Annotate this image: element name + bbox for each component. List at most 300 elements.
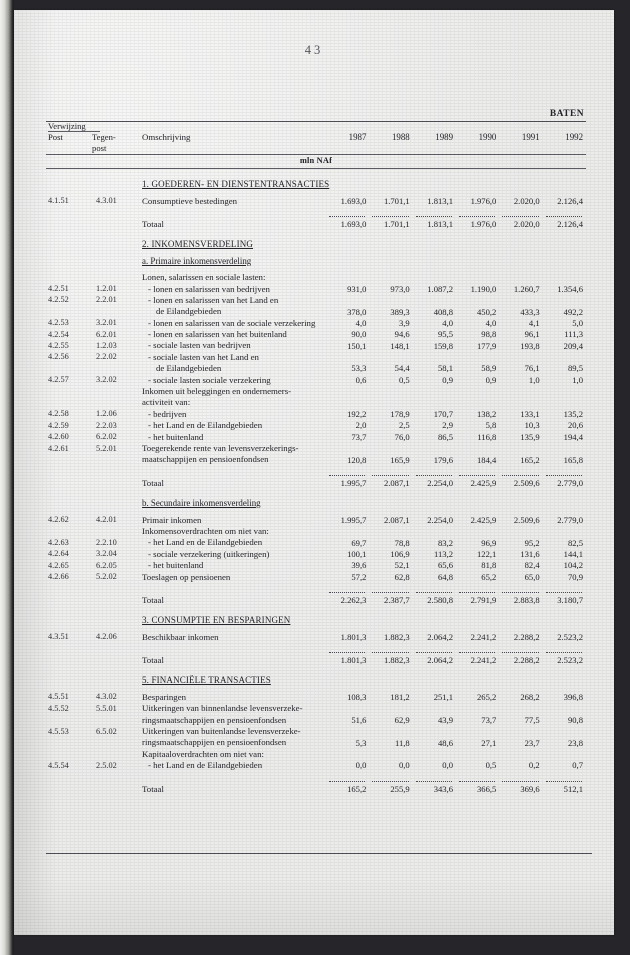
row-label: - het Land en de Eilandgebieden — [148, 420, 263, 431]
units-label: mln NAf — [299, 156, 333, 166]
value-cell-1992: 2.126,4 — [557, 195, 583, 206]
dashed-rule — [413, 646, 456, 653]
value-cell-1990: 116,8 — [477, 431, 497, 442]
value-cell-1992: 2.779,0 — [557, 514, 583, 525]
sep-pad — [90, 646, 138, 653]
row-label: - bedrijven — [148, 408, 187, 419]
sep-pad — [138, 469, 326, 476]
value-cell-1987 — [326, 702, 369, 713]
total-label: Totaal — [142, 594, 164, 605]
tegenpost-cell — [90, 497, 138, 508]
row-label: - het Land en de Eilandgebieden — [148, 760, 263, 771]
value-cell-1988 — [369, 271, 412, 282]
sep-pad — [138, 210, 326, 217]
dashed-rule — [413, 469, 456, 476]
total-row — [46, 217, 586, 228]
sep-pad — [90, 469, 138, 476]
value-cell-1990 — [456, 384, 499, 395]
value-cell-1992: 2.523,2 — [557, 631, 583, 642]
table-row — [46, 513, 586, 524]
value-cell-1991: 2.288,2 — [513, 631, 540, 642]
dashed-rule — [369, 775, 412, 782]
value-cell-1991: 65,0 — [524, 571, 540, 582]
section-heading-row — [46, 238, 586, 249]
value-cell-1992 — [543, 271, 586, 282]
sep-pad — [46, 586, 90, 593]
row-label: Kapitaaloverdrachten om niet van: — [142, 748, 264, 759]
post-code: 4.2.60 — [48, 432, 69, 442]
value-cell-1987 — [326, 293, 369, 304]
total-value-1992: 2.779,0 — [557, 477, 583, 488]
value-cell-1988: 165,9 — [390, 454, 410, 465]
value-cell-1990: 2.241,2 — [470, 631, 497, 642]
total-value-1989: 2.064,2 — [427, 655, 454, 666]
section-title-3: 3. CONSUMPTIE EN BESPARINGEN — [142, 615, 291, 626]
value-cell-1992: 144,1 — [563, 548, 583, 559]
value-cell-1988 — [369, 384, 412, 395]
dashed-rule — [499, 586, 542, 593]
tegenpost-code — [90, 396, 138, 407]
value-cell-1991: 95,2 — [524, 537, 540, 548]
document-page — [14, 10, 614, 935]
value-cell-1987: 57,2 — [351, 571, 367, 582]
value-cell-1988: 389,3 — [390, 306, 410, 317]
sep-pad — [46, 469, 90, 476]
table-row — [46, 407, 586, 418]
value-cell-1992 — [543, 441, 586, 452]
value-cell-1988: 2.087,1 — [383, 514, 410, 525]
value-cell-1990: 138,2 — [477, 409, 497, 420]
total-value-1988: 255,9 — [390, 783, 410, 794]
value-cell-1987: 51,6 — [351, 714, 367, 725]
post-cell — [46, 238, 90, 249]
dashed-rule — [543, 646, 586, 653]
header-row-verwijzing — [46, 122, 586, 133]
value-cell-1988: 178,9 — [390, 409, 410, 420]
value-cell-1989: 2.064,2 — [427, 631, 454, 642]
value-cell-1992: 90,8 — [567, 714, 583, 725]
value-cell-1991: 268,2 — [520, 692, 540, 703]
table-row — [46, 396, 586, 407]
table-bottom-rule — [46, 853, 592, 854]
section-title-2: 2. INKOMENSVERDELING — [142, 239, 254, 250]
post-code: 4.2.65 — [48, 560, 69, 570]
row-label: Uitkeringen van buitenlandse levensverzeke- — [142, 726, 301, 737]
row-label: - lonen en salarissen van het buitenland — [148, 329, 287, 340]
value-cell-1992: 0,7 — [572, 760, 583, 771]
table-row — [46, 441, 586, 452]
header-year-1987: 1987 — [348, 131, 367, 142]
value-cell-1988: 148,1 — [390, 340, 410, 351]
value-cell-1989 — [413, 441, 456, 452]
value-cell-1987: 53,3 — [351, 363, 367, 374]
total-value-1991: 2.288,2 — [513, 655, 540, 666]
dashed-rule — [326, 586, 369, 593]
tegenpost-code: 4.2.06 — [96, 632, 117, 642]
row-label: Primair inkomen — [142, 514, 202, 525]
row-label: - lonen en salarissen van bedrijven — [148, 283, 270, 294]
spacer-cell — [46, 665, 586, 674]
tegenpost-code: 5.2.02 — [96, 572, 117, 582]
value-cell-1988 — [369, 524, 412, 535]
row-label: Toeslagen op pensioenen — [142, 571, 231, 582]
table-row — [46, 759, 586, 770]
dashed-rule — [499, 469, 542, 476]
post-code — [46, 653, 90, 664]
value-cell-1988: 106,9 — [390, 548, 410, 559]
tegenpost-code — [90, 593, 138, 604]
value-cell-1991: 131,6 — [520, 548, 540, 559]
total-value-1988: 2.087,1 — [383, 477, 410, 488]
table-spacer — [46, 229, 586, 238]
value-cell-1990: 4,0 — [485, 317, 497, 328]
dashed-rule — [456, 586, 499, 593]
row-label: - het buitenland — [148, 560, 204, 571]
header-tegenpost-line1: Tegen- — [92, 132, 116, 142]
value-cell-1989: 179,6 — [433, 454, 454, 465]
value-cell-1991: 2.509,6 — [513, 514, 540, 525]
tegenpost-code: 6.2.05 — [96, 560, 117, 570]
value-cell-1992: 165,8 — [563, 454, 583, 465]
table-row — [46, 373, 586, 384]
total-row — [46, 476, 586, 487]
value-cell-1990: 58,9 — [481, 363, 497, 374]
total-value-1992: 512,1 — [563, 783, 583, 794]
value-cell-1987: 4,0 — [355, 317, 367, 328]
tegenpost-cell — [90, 238, 138, 249]
value-cell-1987 — [326, 747, 369, 758]
post-code: 4.2.56 — [48, 352, 69, 362]
table-row — [46, 736, 586, 747]
total-value-1989: 2.254,0 — [427, 477, 454, 488]
value-cell-1992: 492,2 — [563, 306, 583, 317]
value-cell-1989: 2.254,0 — [427, 514, 454, 525]
tegenpost-code: 2.2.02 — [96, 352, 117, 362]
value-cell-1992: 1,0 — [572, 374, 583, 385]
value-cell-1987: 108,3 — [347, 692, 367, 703]
table-spacer — [46, 488, 586, 497]
section-heading-row — [46, 674, 586, 685]
sep-pad — [46, 210, 90, 217]
value-cell-1990: 5,8 — [485, 420, 497, 431]
row-label: - het buitenland — [148, 431, 204, 442]
value-cell-1989 — [413, 524, 456, 535]
value-cell-1989 — [413, 724, 456, 735]
dashed-rule — [369, 469, 412, 476]
value-cell-1989: 0,9 — [442, 374, 454, 385]
value-cell-1991: 193,8 — [520, 340, 540, 351]
section-heading-row — [46, 178, 586, 189]
value-cell-1991 — [499, 271, 542, 282]
table-row — [46, 559, 586, 570]
value-cell-1990: 81,8 — [481, 560, 497, 571]
value-cell-1989 — [413, 396, 456, 407]
total-value-1988: 1.882,3 — [383, 655, 410, 666]
value-cell-1989: 159,8 — [433, 340, 454, 351]
value-cell-1991 — [499, 384, 542, 395]
table-spacer — [46, 665, 586, 674]
value-cell-1990: 2.425,9 — [470, 514, 497, 525]
value-cell-1988 — [369, 350, 412, 361]
table-row — [46, 536, 586, 547]
value-cell-1991: 76,1 — [524, 363, 540, 374]
value-cell-1992: 194,4 — [563, 431, 583, 442]
total-row — [46, 782, 586, 793]
value-cell-1988: 1.882,3 — [383, 631, 410, 642]
total-value-1989: 1.813,1 — [427, 219, 454, 230]
value-cell-1989: 0,0 — [442, 760, 454, 771]
sep-pad — [138, 586, 326, 593]
value-cell-1991: 1,0 — [528, 374, 540, 385]
value-cell-1990: 98,8 — [481, 329, 497, 340]
dashed-rule — [326, 646, 369, 653]
header-verwijzing: Verwijzing — [46, 122, 138, 133]
value-cell-1989: 2,9 — [442, 420, 454, 431]
value-cell-1992: 209,4 — [563, 340, 583, 351]
value-cell-1989: 4,0 — [442, 317, 454, 328]
value-cell-1992: 1.354,6 — [557, 283, 583, 294]
post-code — [46, 736, 90, 747]
total-label: Totaal — [142, 655, 164, 666]
value-cell-1987: 378,0 — [347, 306, 367, 317]
value-cell-1990: 27,1 — [481, 737, 497, 748]
value-cell-1988: 2,5 — [398, 420, 410, 431]
value-cell-1990: 0,9 — [485, 374, 497, 385]
tegenpost-code — [90, 782, 138, 793]
dashed-rule — [456, 469, 499, 476]
total-value-1989: 343,6 — [433, 783, 454, 794]
value-cell-1987: 90,0 — [351, 329, 367, 340]
tegenpost-code: 1.2.03 — [96, 340, 117, 350]
sep-pad — [90, 210, 138, 217]
value-cell-1989: 408,8 — [433, 306, 454, 317]
value-cell-1987: 1.801,3 — [340, 631, 367, 642]
section-title-2-1: a. Primaire inkomensverdeling — [142, 255, 252, 266]
total-separator-row — [46, 469, 586, 476]
row-label: Inkomensoverdrachten om niet van: — [142, 525, 269, 536]
value-cell-1989: 64,8 — [437, 571, 454, 582]
row-label: de Eilandgebieden — [156, 306, 222, 317]
table-header — [46, 122, 586, 154]
tegenpost-code — [90, 384, 138, 395]
value-cell-1990 — [456, 524, 499, 535]
tegenpost-code: 6.2.02 — [96, 432, 117, 442]
total-value-1992: 2.523,2 — [557, 655, 583, 666]
row-label: - sociale lasten van het Land en — [148, 351, 259, 362]
post-code: 4.2.63 — [48, 537, 69, 547]
tegenpost-cell — [90, 674, 138, 685]
value-cell-1990 — [456, 396, 499, 407]
value-cell-1990: 265,2 — [477, 692, 497, 703]
value-cell-1991 — [499, 702, 542, 713]
section-heading-row — [46, 497, 586, 508]
header-post: Post — [48, 132, 63, 142]
value-cell-1987 — [326, 396, 369, 407]
post-cell — [46, 178, 90, 189]
value-cell-1988: 0,5 — [398, 374, 410, 385]
value-cell-1989: 1.087,2 — [427, 283, 454, 294]
total-label: Totaal — [142, 477, 164, 488]
value-cell-1989: 65,6 — [437, 560, 454, 571]
sep-pad — [46, 775, 90, 782]
value-cell-1990: 122,1 — [477, 548, 497, 559]
dashed-rule — [543, 210, 586, 217]
value-cell-1987: 120,8 — [347, 454, 367, 465]
value-cell-1987: 5,3 — [355, 737, 367, 748]
total-label: Totaal — [142, 218, 164, 229]
value-cell-1991 — [499, 747, 542, 758]
total-value-1991: 2.883,8 — [513, 595, 540, 606]
value-cell-1991: 433,3 — [520, 306, 540, 317]
value-cell-1989 — [413, 384, 456, 395]
value-cell-1990 — [456, 702, 499, 713]
value-cell-1992: 111,3 — [564, 329, 583, 340]
value-cell-1988: 52,1 — [394, 560, 410, 571]
table-row — [46, 524, 586, 535]
value-cell-1990 — [456, 441, 499, 452]
row-label: - lonen en salarissen van het Land en — [148, 294, 279, 305]
value-cell-1991: 0,2 — [528, 760, 540, 771]
post-code — [46, 305, 90, 316]
table-row — [46, 316, 586, 327]
tegenpost-code — [90, 747, 138, 758]
value-cell-1987 — [326, 384, 369, 395]
tegenpost-code — [90, 713, 138, 724]
value-cell-1991 — [499, 350, 542, 361]
sep-pad — [90, 775, 138, 782]
table-row — [46, 271, 586, 282]
header-year-1988: 1988 — [391, 131, 410, 142]
tegenpost-code — [90, 217, 138, 228]
post-code: 4.2.53 — [48, 318, 69, 328]
value-cell-1992 — [543, 350, 586, 361]
section-heading-row — [46, 254, 586, 265]
post-code: 4.2.55 — [48, 340, 69, 350]
section-heading-row — [46, 614, 586, 625]
value-cell-1987: 73,7 — [351, 431, 367, 442]
post-code — [46, 396, 90, 407]
total-label: Totaal — [142, 783, 164, 794]
spacer-cell — [46, 605, 586, 614]
table-row — [46, 547, 586, 558]
tegenpost-code: 3.2.04 — [96, 549, 117, 559]
table-row — [46, 724, 586, 735]
value-cell-1987: 0,6 — [355, 374, 367, 385]
tegenpost-code: 5.5.01 — [96, 703, 117, 713]
value-cell-1990 — [456, 293, 499, 304]
dashed-rule — [456, 646, 499, 653]
row-label: maatschappijen en pensioenfondsen — [142, 454, 269, 465]
post-cell — [46, 614, 90, 625]
total-value-1991: 2.020,0 — [513, 219, 540, 230]
post-code: 4.2.64 — [48, 549, 69, 559]
value-cell-1987: 2,0 — [355, 420, 367, 431]
spacer-cell — [46, 229, 586, 238]
post-code: 4.2.54 — [48, 329, 69, 339]
post-code: 4.5.54 — [48, 760, 69, 770]
value-cell-1988: 78,8 — [394, 537, 410, 548]
total-value-1991: 369,6 — [520, 783, 540, 794]
post-code: 4.1.51 — [48, 196, 69, 206]
value-cell-1988: 181,2 — [390, 692, 410, 703]
dashed-rule — [369, 586, 412, 593]
table-row — [46, 194, 586, 205]
header-omschrijving: Omschrijving — [142, 131, 191, 142]
total-row — [46, 593, 586, 604]
value-cell-1990: 450,2 — [477, 306, 497, 317]
dashed-rule — [543, 469, 586, 476]
post-code: 4.5.53 — [48, 726, 69, 736]
value-cell-1992: 23,8 — [567, 737, 583, 748]
value-cell-1987: 931,0 — [347, 283, 367, 294]
value-cell-1992: 104,2 — [563, 560, 583, 571]
value-cell-1991: 135,9 — [520, 431, 540, 442]
statistics-table-block — [46, 110, 586, 793]
tegenpost-code: 3.2.02 — [96, 375, 117, 385]
table-spacer — [46, 605, 586, 614]
value-cell-1992: 135,2 — [563, 409, 583, 420]
value-cell-1987: 0,0 — [355, 760, 367, 771]
table-row — [46, 713, 586, 724]
value-cell-1987 — [326, 271, 369, 282]
value-cell-1989 — [413, 747, 456, 758]
header-year-1992: 1992 — [565, 131, 583, 142]
post-code — [46, 713, 90, 724]
total-value-1990: 2.425,9 — [470, 477, 497, 488]
value-cell-1989: 95,5 — [437, 329, 454, 340]
post-code: 4.2.58 — [48, 409, 69, 419]
tegenpost-code: 2.2.10 — [96, 537, 117, 547]
table-row — [46, 362, 586, 373]
value-cell-1991 — [499, 724, 542, 735]
value-cell-1988 — [369, 724, 412, 735]
dashed-rule — [413, 775, 456, 782]
tegenpost-cell — [90, 614, 138, 625]
tegenpost-code: 3.2.01 — [96, 318, 117, 328]
post-cell — [46, 254, 90, 265]
table-row — [46, 328, 586, 339]
sep-pad — [46, 646, 90, 653]
total-value-1987: 2.262,3 — [340, 595, 367, 606]
dashed-rule — [369, 646, 412, 653]
value-cell-1991: 2.020,0 — [513, 195, 540, 206]
tegenpost-code: 6.5.02 — [96, 726, 117, 736]
section-title-4: 5. FINANCIËLE TRANSACTIES — [142, 675, 271, 686]
total-value-1988: 2.387,7 — [383, 595, 410, 606]
post-code: 4.5.52 — [48, 703, 69, 713]
sep-pad — [90, 586, 138, 593]
table-row — [46, 305, 586, 316]
post-code: 4.2.57 — [48, 375, 69, 385]
post-code: 4.2.59 — [48, 420, 69, 430]
value-cell-1991 — [499, 396, 542, 407]
table-corner-label: BATEN — [549, 109, 584, 119]
dashed-rule — [413, 210, 456, 217]
table-row — [46, 419, 586, 430]
total-separator-row — [46, 646, 586, 653]
tegenpost-code: 2.5.02 — [96, 760, 117, 770]
post-code — [46, 747, 90, 758]
table-row — [46, 384, 586, 395]
value-cell-1988 — [369, 293, 412, 304]
value-cell-1988: 3,9 — [398, 317, 410, 328]
value-cell-1989: 83,2 — [437, 537, 454, 548]
post-code — [46, 271, 90, 282]
value-cell-1991: 82,4 — [524, 560, 540, 571]
dashed-rule — [326, 210, 369, 217]
tegenpost-code: 1.2.06 — [96, 409, 117, 419]
value-cell-1988: 62,9 — [394, 714, 410, 725]
